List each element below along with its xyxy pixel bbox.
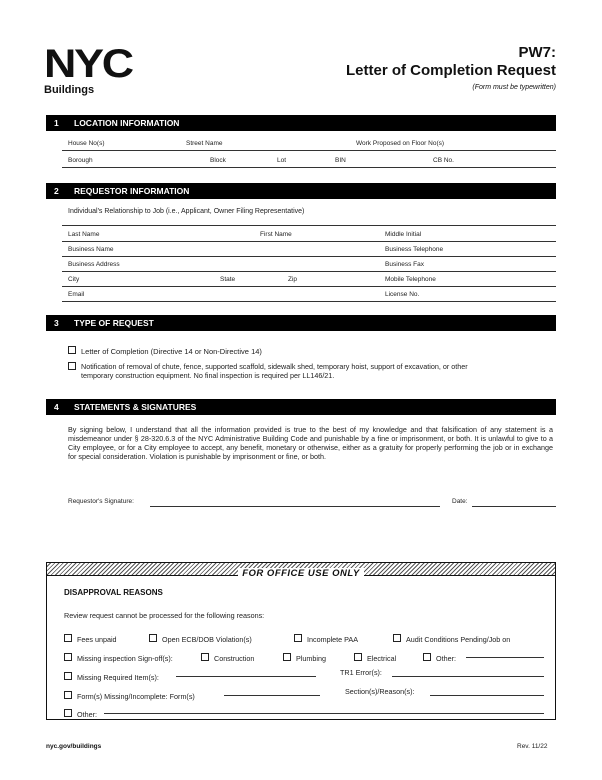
signature-label: Requestor's Signature: (68, 498, 134, 505)
tr1-error-line[interactable] (392, 676, 544, 677)
block-label: Block (210, 157, 226, 164)
open-ecb-label: Open ECB/DOB Violation(s) (162, 635, 252, 644)
missing-items-label: Missing Required Item(s): (77, 673, 159, 682)
notification-line-2: temporary construction equipment. No final inspection is required per LL146/21. (81, 371, 335, 380)
letter-of-completion-checkbox[interactable] (68, 346, 76, 354)
notification-line-1: Notification of removal of chute, fence, supported scaffold, sidewalk shed, temporary hoist, support of excavation, or other (81, 362, 468, 371)
section-4-number: 4 (54, 402, 59, 412)
section-1-number: 1 (54, 118, 59, 128)
office-use-banner (47, 563, 555, 579)
bin-label: BIN (335, 157, 346, 164)
incomplete-paa-option[interactable] (294, 629, 358, 647)
business-address-line[interactable] (62, 271, 556, 272)
borough-label: Borough (68, 157, 93, 164)
missing-items-line[interactable] (176, 676, 316, 677)
relationship-label: Individual's Relationship to Job (i.e., Applicant, Owner Filing Representative) (68, 208, 305, 215)
section-4-header (46, 399, 556, 415)
disapproval-heading: DISAPPROVAL REASONS (64, 588, 163, 597)
office-use-banner-text: FOR OFFICE USE ONLY (238, 568, 364, 580)
forms-missing-label: Form(s) Missing/Incomplete: Form(s) (77, 692, 195, 701)
forms-missing-line[interactable] (224, 695, 320, 696)
missing-signoffs-checkbox[interactable] (64, 653, 72, 661)
construction-option[interactable] (201, 648, 254, 666)
other-reason-checkbox[interactable] (64, 709, 72, 717)
form-code: PW7: (518, 44, 556, 61)
electrical-label: Electrical (367, 654, 397, 663)
construction-checkbox[interactable] (201, 653, 209, 661)
state-label: State (220, 276, 236, 283)
location-row1-line[interactable] (62, 150, 556, 151)
electrical-checkbox[interactable] (354, 653, 362, 661)
audit-label: Audit Conditions Pending/Job on (406, 635, 511, 644)
missing-items-checkbox[interactable] (64, 672, 72, 680)
disapproval-intro: Review request cannot be processed for the following reasons: (64, 611, 265, 620)
section-2-header (46, 183, 556, 199)
logo-subtitle: Buildings (44, 84, 95, 96)
other-reason-option[interactable] (64, 704, 97, 722)
location-row2-line[interactable] (62, 167, 556, 168)
missing-items-option[interactable] (64, 667, 159, 685)
request-option-notification[interactable] (68, 362, 81, 380)
nyc-buildings-logo (44, 42, 144, 96)
section-4-title: STATEMENTS & SIGNATURES (74, 402, 197, 412)
name-line[interactable] (62, 241, 556, 242)
forms-missing-option[interactable] (64, 686, 195, 704)
house-no-label: House No(s) (68, 140, 105, 147)
section-2-number: 2 (54, 186, 59, 196)
section-3-header (46, 315, 556, 331)
section-3-title: TYPE OF REQUEST (74, 318, 154, 328)
notification-removal-label (81, 362, 468, 380)
request-option-completion[interactable] (68, 341, 262, 359)
fees-unpaid-checkbox[interactable] (64, 634, 72, 642)
license-no-label: License No. (385, 291, 420, 298)
date-label: Date: (452, 498, 468, 505)
plumbing-option[interactable] (283, 648, 326, 666)
section-3-number: 3 (54, 318, 59, 328)
middle-initial-label: Middle Initial (385, 231, 422, 238)
missing-signoffs-option[interactable] (64, 648, 173, 666)
relationship-line[interactable] (62, 225, 556, 226)
statement-text: By signing below, I understand that all the information provided is true to the best of my knowledge and that falsification of any statement is a misdemeanor under § 28-320.6.3 of the NYC Administrative Building Code and punishable by a fine or imprisonment, or both. It is unlawful to give to a City employee, or for a City employee to accept, any benefit, monetary or otherwise, either as a gratuity for properly performing the job or in exchange for special consideration. Violation is punishable by imprisonment or fine, or both. (68, 425, 553, 461)
cb-no-label: CB No. (433, 157, 454, 164)
form-note: (Form must be typewritten) (472, 84, 556, 91)
last-name-label: Last Name (68, 231, 100, 238)
plumbing-label: Plumbing (296, 654, 326, 663)
missing-signoffs-label: Missing inspection Sign-off(s): (77, 654, 173, 663)
sections-reasons-label: Section(s)/Reason(s): (345, 687, 415, 696)
plumbing-checkbox[interactable] (283, 653, 291, 661)
form-header (346, 44, 556, 80)
section-1-header (46, 115, 556, 131)
mobile-telephone-label: Mobile Telephone (385, 276, 436, 283)
other-signoff-label: Other: (436, 654, 456, 663)
other-signoff-line[interactable] (466, 657, 544, 658)
open-ecb-option[interactable] (149, 629, 252, 647)
date-line[interactable] (472, 506, 556, 507)
footer-revision: Rev. 11/22 (517, 743, 548, 750)
city-line[interactable] (62, 286, 556, 287)
other-reason-label: Other: (77, 710, 97, 719)
business-name-line[interactable] (62, 256, 556, 257)
notification-removal-checkbox[interactable] (68, 362, 76, 370)
other-reason-line[interactable] (104, 713, 544, 714)
footer-website[interactable]: nyc.gov/buildings (46, 743, 102, 750)
city-label: City (68, 276, 80, 283)
letter-of-completion-label: Letter of Completion (Directive 14 or Non-Directive 14) (81, 347, 262, 356)
electrical-option[interactable] (354, 648, 396, 666)
incomplete-paa-label: Incomplete PAA (307, 635, 359, 644)
street-name-label: Street Name (186, 140, 223, 147)
tr1-error-label: TR1 Error(s): (340, 668, 382, 677)
work-floor-label: Work Proposed on Floor No(s) (356, 140, 445, 147)
logo-mark: NYC (44, 42, 132, 86)
zip-label: Zip (288, 276, 298, 283)
other-signoff-option[interactable] (423, 648, 456, 666)
first-name-label: First Name (260, 231, 292, 238)
lot-label: Lot (277, 157, 287, 164)
signature-line[interactable] (150, 506, 440, 507)
business-telephone-label: Business Telephone (385, 246, 444, 253)
section-2-title: REQUESTOR INFORMATION (74, 186, 190, 196)
email-line[interactable] (62, 301, 556, 302)
other-signoff-checkbox[interactable] (423, 653, 431, 661)
audit-option[interactable] (393, 629, 510, 647)
open-ecb-checkbox[interactable] (149, 634, 157, 642)
business-address-label: Business Address (68, 261, 120, 268)
fees-unpaid-label: Fees unpaid (77, 635, 117, 644)
construction-label: Construction (214, 654, 255, 663)
form-title: Letter of Completion Request (345, 62, 556, 79)
business-fax-label: Business Fax (385, 261, 425, 268)
forms-missing-checkbox[interactable] (64, 691, 72, 699)
sections-reasons-line[interactable] (430, 695, 544, 696)
section-1-title: LOCATION INFORMATION (74, 118, 180, 128)
audit-checkbox[interactable] (393, 634, 401, 642)
incomplete-paa-checkbox[interactable] (294, 634, 302, 642)
fees-unpaid-option[interactable] (64, 629, 117, 647)
email-label: Email (68, 291, 85, 298)
business-name-label: Business Name (68, 246, 114, 253)
